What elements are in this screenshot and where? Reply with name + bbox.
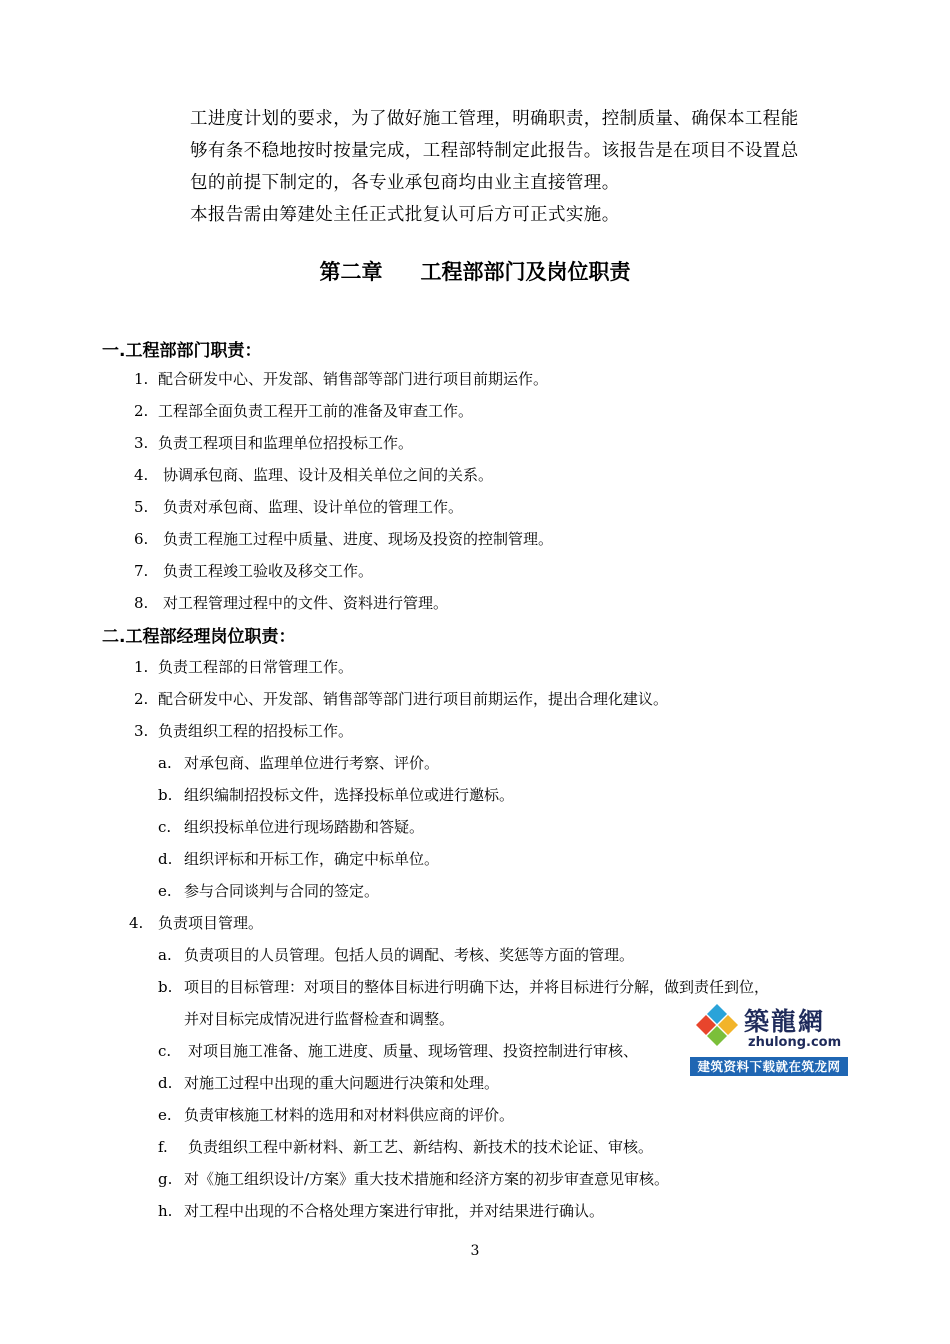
list-item: 4. 协调承包商、监理、设计及相关单位之间的关系。 — [134, 466, 494, 484]
watermark-slogan: 建筑资料下载就在筑龙网 — [690, 1057, 848, 1076]
zhulong-logo-icon — [694, 1002, 740, 1048]
sub-list-item: h. 对工程中出现的不合格处理方案进行审批，并对结果进行确认。 — [158, 1202, 605, 1220]
intro-line: 本报告需由筹建处主任正式批复认可后方可正式实施。 — [190, 205, 620, 225]
list-item: 5. 负责对承包商、监理、设计单位的管理工作。 — [134, 498, 464, 516]
intro-line: 包的前提下制定的，各专业承包商均由业主直接管理。 — [190, 173, 620, 193]
sub-list-item: c. 组织投标单位进行现场踏勘和答疑。 — [158, 818, 425, 836]
sub-list-item-continuation: 并对目标完成情况进行监督检查和调整。 — [184, 1010, 455, 1028]
intro-line: 够有条不稳地按时按量完成，工程部特制定此报告。该报告是在项目不设置总 — [190, 141, 799, 161]
intro-line: 工进度计划的要求，为了做好施工管理，明确职责，控制质量、确保本工程能 — [190, 109, 799, 129]
sub-list-item: c. 对项目施工准备、施工进度、质量、现场管理、投资控制进行审核、 — [158, 1042, 639, 1060]
chapter-number: 第二章 — [319, 260, 383, 284]
sub-list-item: d. 对施工过程中出现的重大问题进行决策和处理。 — [158, 1074, 500, 1092]
list-item: 1. 负责工程部的日常管理工作。 — [134, 658, 354, 676]
sub-list-item: e. 负责审核施工材料的选用和对材料供应商的评价。 — [158, 1106, 515, 1124]
list-item: 3. 负责工程项目和监理单位招投标工作。 — [134, 434, 414, 452]
section-heading: 一.工程部部门职责： — [102, 341, 262, 361]
sub-list-item: b. 项目的目标管理：对项目的整体目标进行明确下达，并将目标进行分解，做到责任到位， — [158, 978, 770, 996]
list-item: 3. 负责组织工程的招投标工作。 — [134, 722, 354, 740]
sub-list-item: b. 组织编制招投标文件，选择投标单位或进行邀标。 — [158, 786, 515, 804]
chapter-heading — [0, 256, 950, 286]
sub-list-item: d. 组织评标和开标工作，确定中标单位。 — [158, 850, 440, 868]
zhulong-watermark-logo — [688, 1000, 850, 1078]
list-item: 2. 工程部全面负责工程开工前的准备及审查工作。 — [134, 402, 474, 420]
section-heading: 二.工程部经理岗位职责： — [102, 627, 296, 647]
sub-list-item: f. 负责组织工程中新材料、新工艺、新结构、新技术的技术论证、审核。 — [158, 1138, 654, 1156]
list-item: 4. 负责项目管理。 — [129, 914, 264, 932]
watermark-url: zhulong.com — [748, 1035, 842, 1050]
list-item: 2. 配合研发中心、开发部、销售部等部门进行项目前期运作，提出合理化建议。 — [134, 690, 669, 708]
sub-list-item: e. 参与合同谈判与合同的签定。 — [158, 882, 380, 900]
list-item: 8. 对工程管理过程中的文件、资料进行管理。 — [134, 594, 449, 612]
sub-list-item: g. 对《施工组织设计/方案》重大技术措施和经济方案的初步审查意见审核。 — [158, 1170, 670, 1188]
list-item: 6. 负责工程施工过程中质量、进度、现场及投资的控制管理。 — [134, 530, 554, 548]
page-number: 3 — [470, 1243, 480, 1259]
sub-list-item: a. 对承包商、监理单位进行考察、评价。 — [158, 754, 440, 772]
sub-list-item: a. 负责项目的人员管理。包括人员的调配、考核、奖惩等方面的管理。 — [158, 946, 635, 964]
watermark-name: 築龍網 — [744, 1007, 826, 1036]
list-item: 7. 负责工程竣工验收及移交工作。 — [134, 562, 374, 580]
list-item: 1. 配合研发中心、开发部、销售部等部门进行项目前期运作。 — [134, 370, 549, 388]
intro-paragraph — [190, 103, 852, 231]
chapter-title: 工程部部门及岗位职责 — [420, 260, 631, 284]
